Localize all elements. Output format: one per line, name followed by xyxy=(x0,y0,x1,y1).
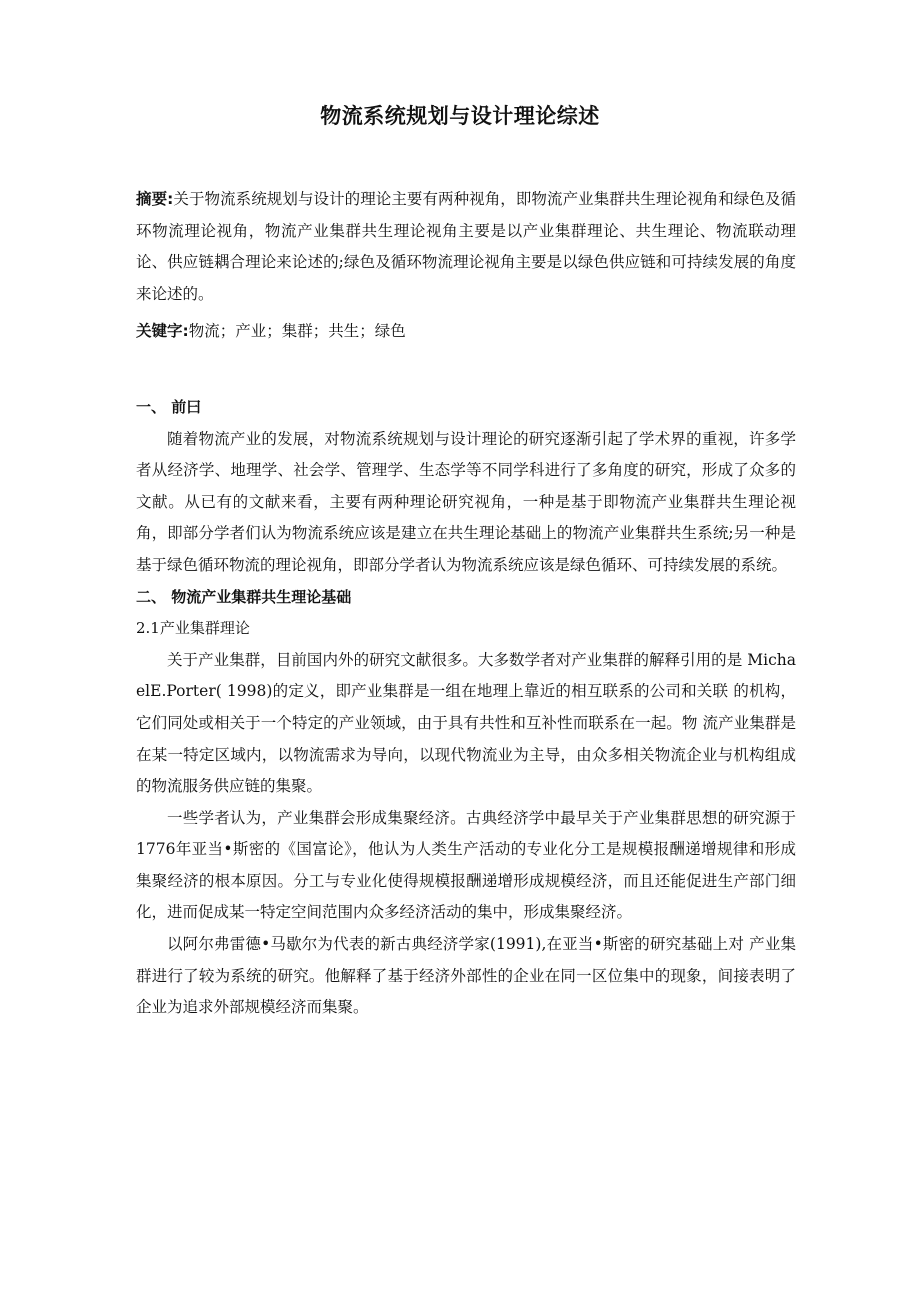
subsection-heading: 2.1产业集群理论 xyxy=(136,619,250,638)
abstract-label: 摘要: xyxy=(136,190,174,208)
keywords xyxy=(136,316,796,348)
section-heading-preface: 一、 前曰 xyxy=(136,397,202,416)
paragraph: 一些学者认为，产业集群会形成集聚经济。古典经济学中最早关于产业集群思想的研究源于1776年亚当•斯密的《国富论》，他认为人类生产活动的专业化分工是规模报酬递增规律和形成集聚经济的根本原因。分工与专业化使得规模报酬递增形成规模经济，而且还能促进生产部门细化，进而促成某一特定空间范围内众多经济活动的集中，形成集聚经济。 xyxy=(136,808,796,922)
paragraph: 随着物流产业的发展，对物流系统规划与设计理论的研究逐渐引起了学术界的重视，许多学者从经济学、地理学、社会学、管理学、生态学等不同学科进行了多角度的研究，形成了众多的文献。从已有的文献来看，主要有两种理论研究视角，一种是基于即物流产业集群共生理论视角，即部分学者们认为物流系统应该是建立在共生理论基础上的物流产业集群共生系统;另一种是基于绿色循环物流的理论视角，即部分学者认为物流系统应该是绿色循环、可持续发展的系统。 xyxy=(136,429,796,574)
document-body xyxy=(136,184,796,1024)
paragraph: 以阿尔弗雷德•马歇尔为代表的新古典经济学家(1991),在亚当•斯密的研究基础上对 产业集群进行了较为系统的研究。他解释了基于经济外部性的企业在同一区位集中的现象，间接表明了企业为追求外部规模经济而集聚。 xyxy=(136,935,796,1017)
section-heading-industry-cluster: 二、 物流产业集群共生理论基础 xyxy=(136,587,352,606)
abstract xyxy=(136,184,796,310)
keywords-text: 物流；产业；集群；共生；绿色 xyxy=(188,322,406,341)
document-title: 物流系统规划与设计理论综述 xyxy=(320,104,600,128)
paragraph: 关于产业集群，目前国内外的研究文献很多。大多数学者对产业集群的解释引用的是 MichaelE.Porter( 1998)的定义，即产业集群是一组在地理上靠近的相互联系的公司和关联 的机构，它们同处或相关于一个特定的产业领域，由于具有共性和互补性而联系在一起。物 流产业集群是在某一特定区域内，以物流需求为导向，以现代物流业为主导，由众多相关物流企业与机构组成的物流服务供应链的集聚。 xyxy=(136,650,796,796)
abstract-text: 关于物流系统规划与设计的理论主要有两种视角，即物流产业集群共生理论视角和绿色及循环物流理论视角，物流产业集群共生理论视角主要是以产业集群理论、共生理论、物流联动理论、供应链耦合理论来论述的;绿色及循环物流理论视角主要是以绿色供应链和可持续发展的角度来论述的。 xyxy=(136,190,796,303)
keywords-label: 关键字: xyxy=(136,322,189,341)
spacer xyxy=(136,348,796,392)
